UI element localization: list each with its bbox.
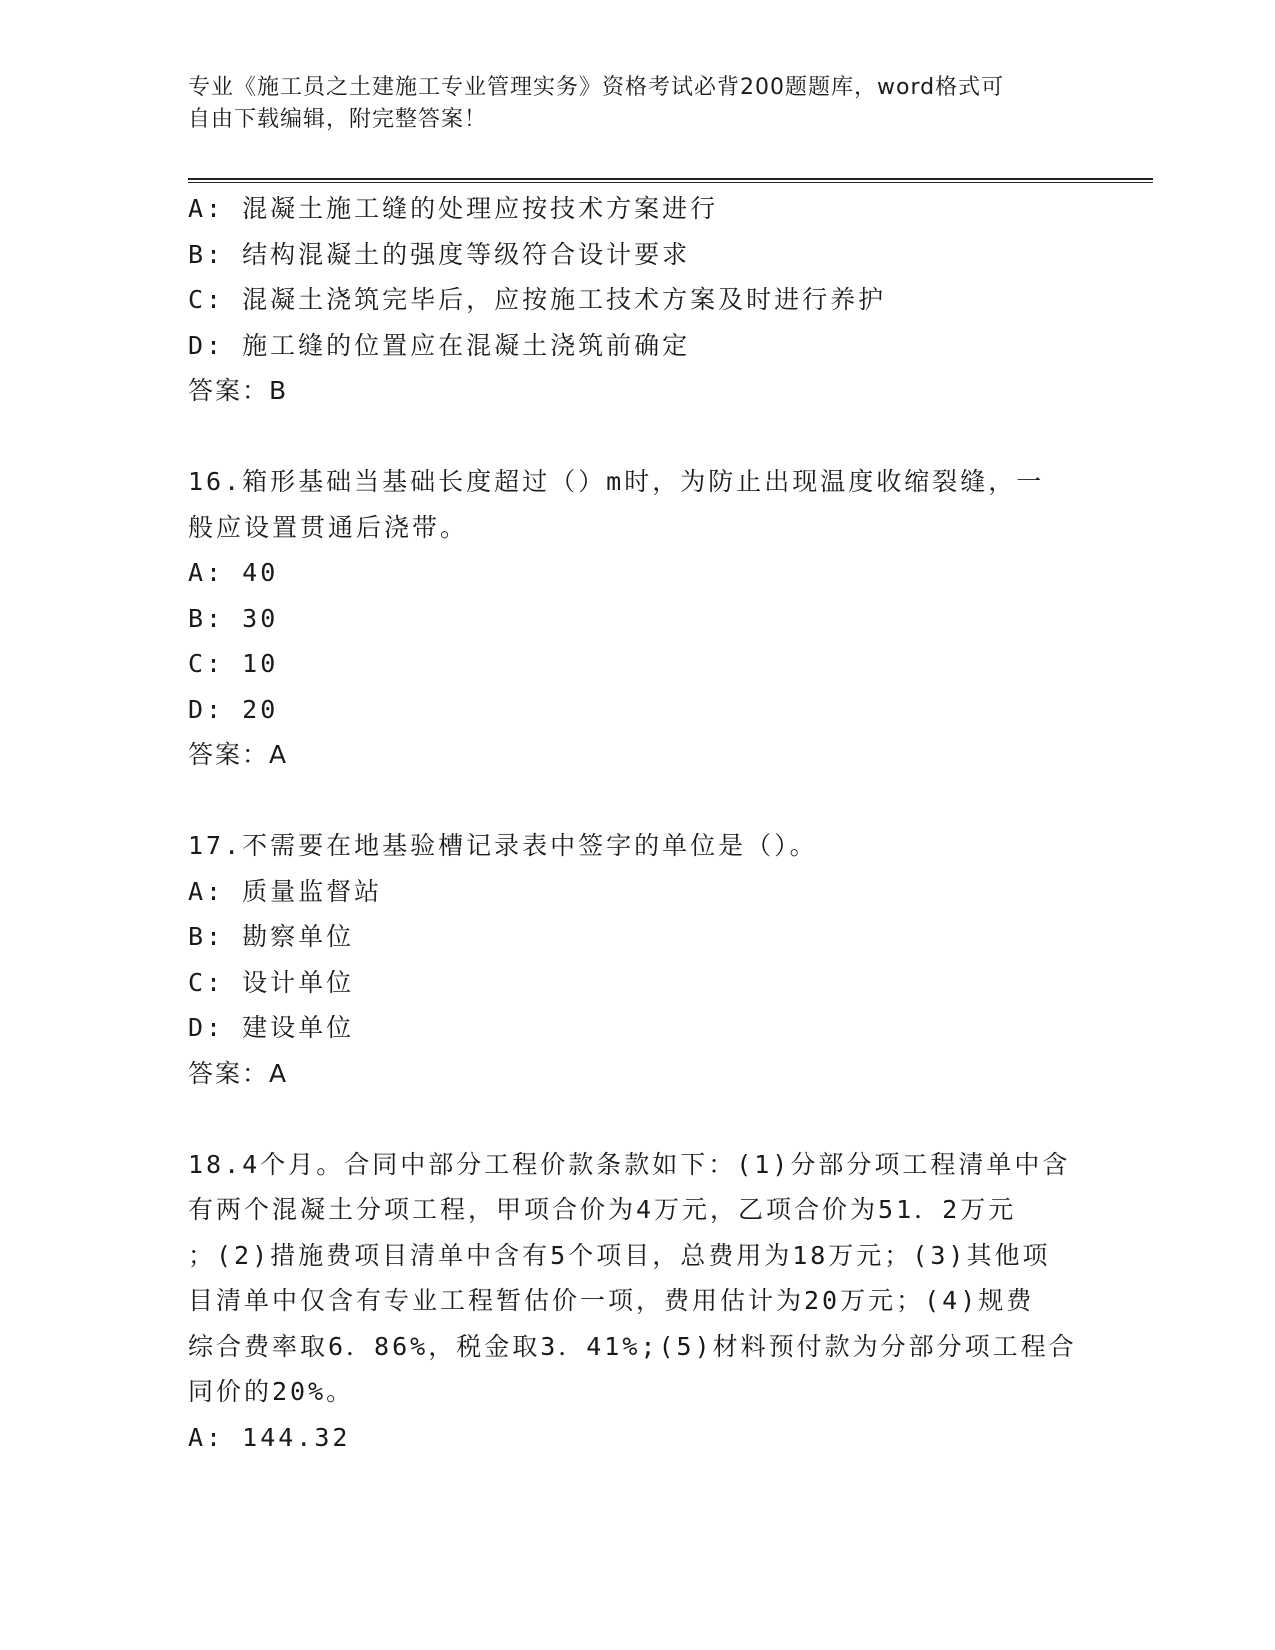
header-rule-thick: [188, 178, 1153, 180]
q15-option-b: B: 结构混凝土的强度等级符合设计要求: [188, 239, 691, 269]
spacer: [188, 778, 1088, 824]
header-line-2: 自由下载编辑，附完整答案！: [188, 107, 488, 132]
q18-stem-line-2: 有两个混凝土分项工程，甲项合价为4万元，乙项合价为51．2万元: [188, 1195, 1017, 1224]
q18-stem-line-1: 18.4个月。合同中部分工程价款条款如下：(1)分部分项工程清单中含: [188, 1149, 1071, 1179]
header-rule-thin: [188, 182, 1153, 183]
q16-stem-line-2: 般应设置贯通后浇带。: [188, 512, 469, 542]
q17-option-c: C: 设计单位: [188, 967, 355, 997]
q16-answer: 答案：A: [188, 740, 289, 769]
q15-answer: 答案：B: [188, 376, 289, 405]
q16-option-d: D: 20: [188, 694, 279, 724]
q18-option-a: A: 144.32: [188, 1422, 351, 1452]
spacer: [188, 1096, 1088, 1142]
document-header: [188, 72, 1088, 136]
q17-answer: 答案：A: [188, 1058, 289, 1088]
q17-option-d: D: 建设单位: [188, 1013, 355, 1042]
q17-stem-line-1: 17.不需要在地基验槽记录表中签字的单位是（）。: [188, 831, 818, 860]
q16-option-b: B: 30: [188, 603, 279, 633]
q16-option-c: C: 10: [188, 649, 279, 678]
q16-option-a: A: 40: [188, 558, 279, 587]
q18-stem-line-6: 同价的20%。: [188, 1377, 355, 1406]
q15-option-a: A: 混凝土施工缝的处理应按技术方案进行: [188, 194, 719, 223]
q15-option-c: C: 混凝土浇筑完毕后，应按施工技术方案及时进行养护: [188, 285, 887, 314]
header-line-1: 专业《施工员之土建施工专业管理实务》资格考试必背200题题库，word格式可: [188, 75, 1005, 100]
q18-stem-line-5: 综合费率取6．86%，税金取3．41%;(5)材料预付款为分部分项工程合: [188, 1331, 1077, 1361]
q15-option-d: D: 施工缝的位置应在混凝土浇筑前确定: [188, 330, 691, 360]
q18-stem-line-4: 目清单中仅含有专业工程暂估价一项，费用估计为20万元；(4)规费: [188, 1286, 1035, 1315]
q17-option-b: B: 勘察单位: [188, 922, 355, 951]
question-content: [188, 186, 1088, 1460]
q17-option-a: A: 质量监督站: [188, 876, 383, 906]
spacer: [188, 414, 1088, 460]
q16-stem-line-1: 16.箱形基础当基础长度超过（）m时，为防止出现温度收缩裂缝，一: [188, 467, 1045, 496]
q18-stem-line-3: ；(2)措施费项目清单中含有5个项目，总费用为18万元；(3)其他项: [188, 1240, 1051, 1270]
